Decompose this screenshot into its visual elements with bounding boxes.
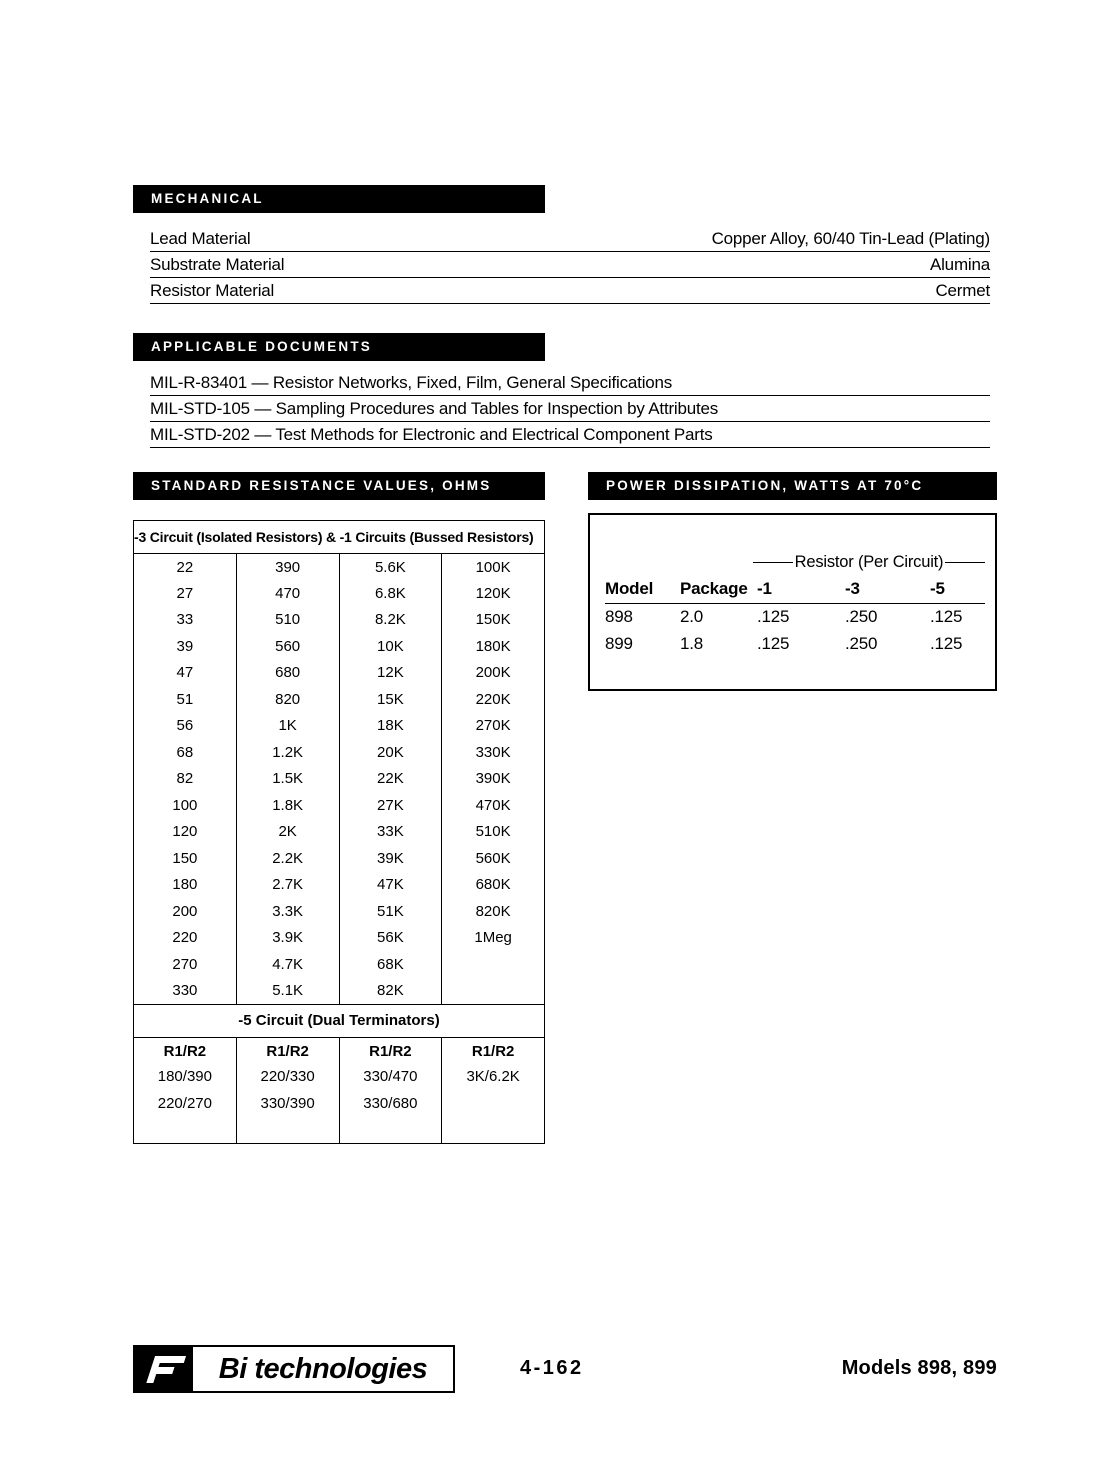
power-cell: .125 [757, 606, 790, 626]
resistance-section-header: STANDARD RESISTANCE VALUES, OHMS [133, 472, 545, 500]
resistance-row [134, 845, 545, 872]
dual-value-row [134, 1090, 545, 1117]
bi-logo-icon [135, 1347, 193, 1391]
resistance-row [134, 660, 545, 687]
power-col-minus3: -3 [845, 575, 930, 603]
document-item: MIL-STD-105 — Sampling Procedures and Tables for Inspection by Attributes [150, 396, 990, 422]
resistance-value-cell: 3.3K [236, 898, 339, 925]
resistance-value-cell: 47 [176, 664, 194, 682]
resistance-value-cell: 1.2K [236, 739, 339, 766]
resistance-row [134, 607, 545, 634]
power-cell: .125 [757, 633, 790, 653]
dual-values-body [134, 1037, 545, 1143]
resistance-table-header: -3 Circuit (Isolated Resistors) & -1 Circuits (Bussed Resistors) [134, 521, 545, 554]
resistance-value-cell: 680 [236, 660, 339, 687]
power-cell: .250 [845, 633, 878, 653]
resistance-value-cell [442, 978, 545, 1005]
resistance-value-cell: 22 [176, 558, 194, 576]
material-label: Lead Material [150, 229, 251, 248]
resistance-value-cell: 39K [339, 845, 442, 872]
resistance-value-cell: 470K [442, 792, 545, 819]
power-cell: 2.0 [680, 606, 704, 626]
resistance-values-body [134, 554, 545, 1005]
material-value: Copper Alloy, 60/40 Tin-Lead (Plating) [711, 229, 990, 248]
resistance-value-cell: 47K [339, 872, 442, 899]
resistance-value-cell: 27 [176, 584, 194, 602]
dual-terminators-header-row [134, 1004, 545, 1037]
power-header-row [605, 575, 985, 603]
group-header-rule-right [945, 562, 985, 563]
resistance-value-cell: 120K [442, 580, 545, 607]
dual-value-cell: 330/390 [236, 1090, 339, 1117]
resistance-value-cell: 1Meg [442, 925, 545, 952]
material-value: Alumina [929, 255, 990, 274]
resistance-value-cell: 820 [236, 686, 339, 713]
resistance-value-cell: 22K [339, 766, 442, 793]
material-value: Cermet [935, 281, 990, 300]
dual-terminators-header: -5 Circuit (Dual Terminators) [134, 1004, 545, 1037]
power-cell: 898 [605, 606, 633, 626]
resistance-row [134, 686, 545, 713]
resistance-value-cell: 51 [176, 690, 194, 708]
resistance-value-cell: 200 [172, 902, 198, 920]
resistance-table-header-row [134, 521, 545, 554]
resistance-row [134, 819, 545, 846]
resistance-value-cell: 20K [339, 739, 442, 766]
resistance-value-cell: 470 [236, 580, 339, 607]
resistance-value-cell: 68K [339, 951, 442, 978]
dual-value-cell: 330/680 [339, 1090, 442, 1117]
dual-value-cell: 180/390 [157, 1068, 212, 1086]
power-row [605, 630, 985, 657]
dual-value-cell [442, 1090, 545, 1117]
dual-value-cell: 330/470 [339, 1064, 442, 1091]
resistance-value-cell: 1.8K [236, 792, 339, 819]
document-item: MIL-R-83401 — Resistor Networks, Fixed, Film, General Specifications [150, 370, 990, 396]
dual-column-header: R1/R2 [442, 1037, 545, 1064]
brand-name: Bi technologies [218, 1352, 428, 1385]
group-header-text: Resistor (Per Circuit) [794, 553, 944, 571]
resistance-row [134, 713, 545, 740]
resistance-value-cell: 200K [442, 660, 545, 687]
resistance-value-cell: 2.2K [236, 845, 339, 872]
resistance-value-cell: 3.9K [236, 925, 339, 952]
spacer-cell [339, 1117, 442, 1144]
resistance-value-cell: 5.1K [236, 978, 339, 1005]
resistance-row [134, 925, 545, 952]
page-number: 4-162 [520, 1357, 584, 1379]
resistance-value-cell: 120 [172, 823, 198, 841]
power-cell: .250 [845, 606, 878, 626]
power-table [605, 575, 985, 657]
resistance-value-cell: 560K [442, 845, 545, 872]
resistance-row [134, 739, 545, 766]
resistance-value-cell: 27K [339, 792, 442, 819]
resistance-value-cell: 270K [442, 713, 545, 740]
resistance-value-cell: 18K [339, 713, 442, 740]
dual-value-cell: 3K/6.2K [442, 1064, 545, 1091]
dual-column-header: R1/R2 [163, 1042, 207, 1060]
resistance-value-cell: 33K [339, 819, 442, 846]
power-rows-body [605, 603, 985, 657]
material-row [150, 226, 990, 252]
dual-value-cell: 220/330 [236, 1064, 339, 1091]
resistance-value-cell: 33 [176, 611, 194, 629]
resistance-value-cell: 330 [172, 982, 198, 999]
resistance-value-cell: 2K [236, 819, 339, 846]
dual-value-cell: 220/270 [157, 1094, 212, 1112]
power-dissipation-box [588, 513, 997, 691]
resistance-value-cell: 330K [442, 739, 545, 766]
resistance-value-cell: 56 [176, 717, 194, 735]
resistance-value-cell: 680K [442, 872, 545, 899]
resistance-value-cell: 180K [442, 633, 545, 660]
resistance-value-cell: 8.2K [339, 607, 442, 634]
power-col-minus5: -5 [930, 575, 985, 603]
power-col-minus1: -1 [757, 575, 845, 603]
material-row [150, 278, 990, 304]
resistance-value-cell: 39 [176, 637, 194, 655]
power-col-package: Package [680, 575, 757, 603]
resistance-value-cell: 390 [236, 554, 339, 581]
resistance-value-cell [442, 951, 545, 978]
resistance-row [134, 978, 545, 1005]
power-cell: 1.8 [680, 633, 704, 653]
resistance-value-cell: 82K [339, 978, 442, 1005]
resistance-value-cell: 6.8K [339, 580, 442, 607]
material-label: Substrate Material [150, 255, 285, 274]
power-section-header: POWER DISSIPATION, WATTS AT 70°C [588, 472, 997, 500]
table-spacer-row [134, 1117, 545, 1144]
resistance-value-cell: 1K [236, 713, 339, 740]
resistance-value-cell: 220 [172, 929, 198, 947]
resistance-value-cell: 5.6K [339, 554, 442, 581]
resistance-row [134, 766, 545, 793]
power-cell: .125 [930, 633, 963, 653]
dual-value-row [134, 1064, 545, 1091]
material-label: Resistor Material [150, 281, 275, 300]
power-col-model: Model [605, 575, 680, 603]
dual-header-row [134, 1037, 545, 1064]
resistance-row [134, 792, 545, 819]
mechanical-section-header: MECHANICAL [133, 185, 545, 213]
resistance-value-cell: 100K [442, 554, 545, 581]
resistance-value-cell: 15K [339, 686, 442, 713]
resistance-value-cell: 12K [339, 660, 442, 687]
resistance-value-cell: 510 [236, 607, 339, 634]
power-cell: 899 [605, 633, 633, 653]
resistance-value-cell: 150 [172, 849, 198, 867]
footer-models: Models 898, 899 [841, 1357, 997, 1379]
resistance-value-cell: 68 [176, 743, 194, 761]
resistance-value-cell: 1.5K [236, 766, 339, 793]
resistance-row [134, 951, 545, 978]
power-group-header [753, 553, 985, 572]
spacer-cell [236, 1117, 339, 1144]
resistance-value-cell: 820K [442, 898, 545, 925]
resistance-value-cell: 56K [339, 925, 442, 952]
resistance-value-cell: 510K [442, 819, 545, 846]
group-header-rule-left [753, 562, 793, 563]
mechanical-rows [150, 226, 990, 304]
brand-logo [133, 1345, 455, 1393]
resistance-row [134, 872, 545, 899]
resistance-value-cell: 270 [172, 955, 198, 973]
resistance-value-cell: 51K [339, 898, 442, 925]
material-row [150, 252, 990, 278]
applicable-documents-section-header: APPLICABLE DOCUMENTS [133, 333, 545, 361]
resistance-row [134, 580, 545, 607]
resistance-table [133, 520, 545, 1144]
resistance-value-cell: 10K [339, 633, 442, 660]
spacer-cell [442, 1117, 545, 1144]
resistance-row [134, 633, 545, 660]
resistance-value-cell: 150K [442, 607, 545, 634]
document-item: MIL-STD-202 — Test Methods for Electronic and Electrical Component Parts [150, 422, 990, 448]
resistance-value-cell: 4.7K [236, 951, 339, 978]
resistance-row [134, 554, 545, 581]
resistance-value-cell: 220K [442, 686, 545, 713]
resistance-value-cell: 560 [236, 633, 339, 660]
resistance-value-cell: 390K [442, 766, 545, 793]
resistance-value-cell: 100 [172, 796, 198, 814]
dual-column-header: R1/R2 [339, 1037, 442, 1064]
resistance-value-cell: 82 [176, 770, 194, 788]
resistance-value-cell: 2.7K [236, 872, 339, 899]
spacer-cell [134, 1117, 237, 1144]
dual-column-header: R1/R2 [236, 1037, 339, 1064]
applicable-documents-rows [150, 370, 990, 448]
resistance-row [134, 898, 545, 925]
power-row [605, 603, 985, 630]
power-cell: .125 [930, 606, 963, 626]
resistance-value-cell: 180 [172, 876, 198, 894]
